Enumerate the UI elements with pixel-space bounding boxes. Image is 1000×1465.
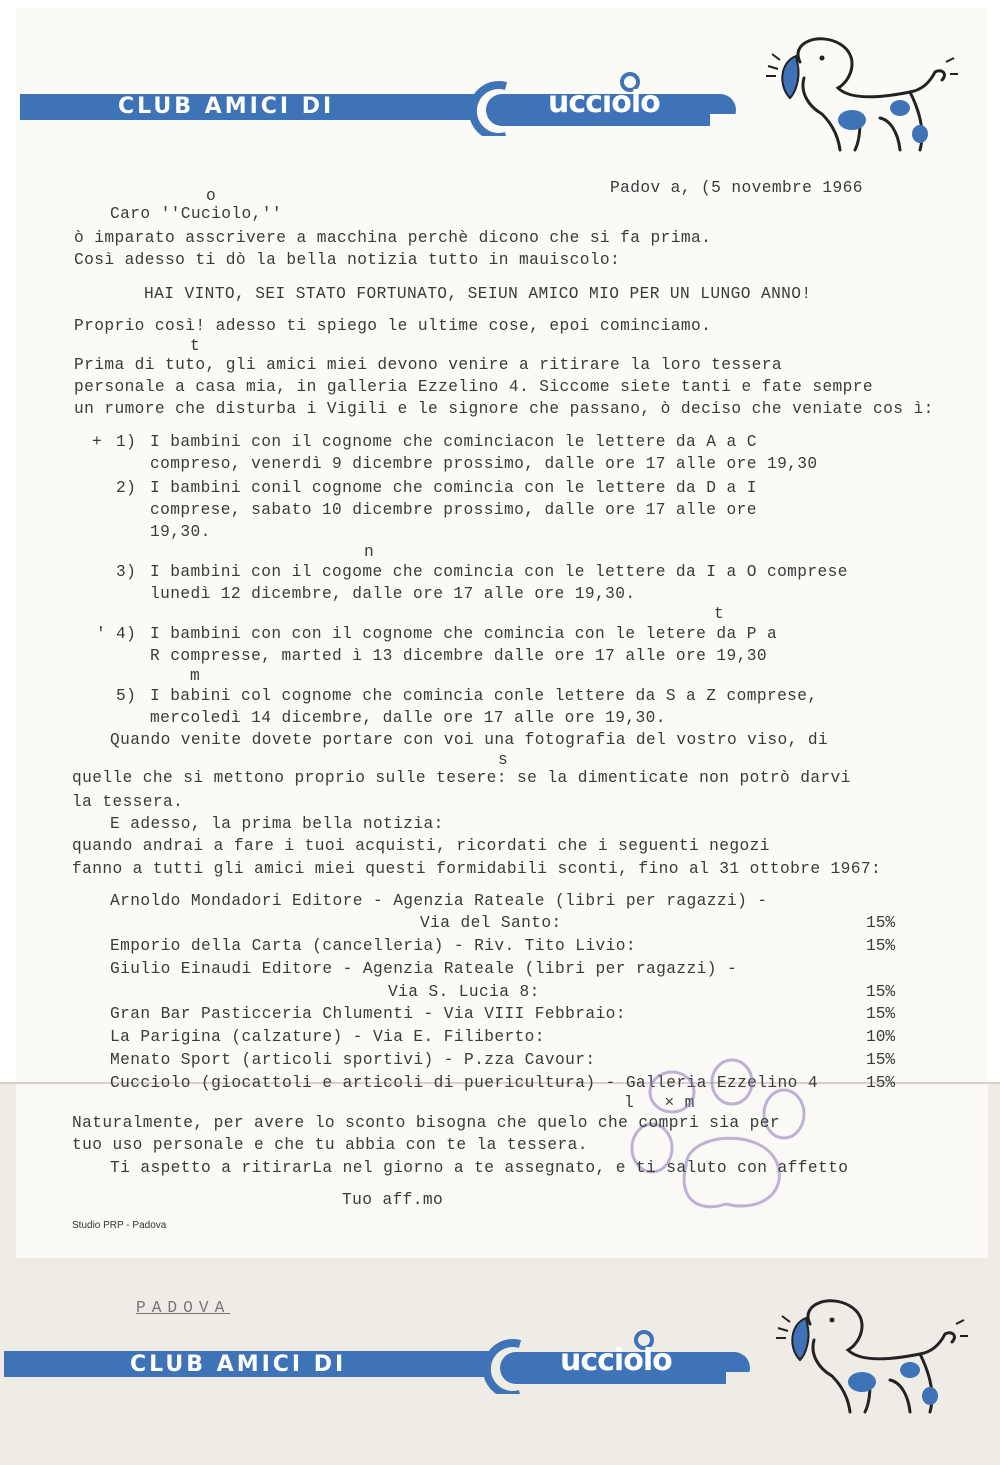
handwritten-correction: o — [206, 187, 217, 205]
shop-discount: 10% — [866, 1028, 896, 1046]
paragraph-line: E adesso, la prima bella notizia: — [110, 815, 444, 833]
paragraph-line: un rumore che disturba i Vigili e le signore che passano, ò deciso che veniate cos ì: — [74, 400, 934, 418]
item-line: R compresse, marted ì 13 dicembre dalle ore 17 alle ore 19,30 — [150, 647, 767, 665]
shop-name: Cucciolo (giocattoli e articoli di puericultura) - Galleria Ezzelino 4 — [110, 1074, 818, 1092]
shop-name: Emporio della Carta (cancelleria) - Riv. Tito Livio: — [110, 937, 636, 955]
item-mark: + — [92, 433, 103, 451]
paw-stamp — [616, 1056, 816, 1226]
item-line: mercoledì 14 dicembre, dalle ore 17 alle ore 19,30. — [150, 709, 666, 727]
paragraph-line: tuo uso personale e che tu abbia con te la tessera. — [72, 1136, 588, 1154]
item-number: 5) — [116, 687, 137, 705]
shop-discount: 15% — [866, 1005, 896, 1023]
paragraph-line: personale a casa mia, in galleria Ezzelino 4. Siccome siete tanti e fate sempre — [74, 378, 874, 396]
shop-name: Arnoldo Mondadori Editore - Agenzia Rateale (libri per ragazzi) - — [110, 892, 768, 910]
shop-name: La Parigina (calzature) - Via E. Filiberto: — [110, 1028, 545, 1046]
correction-mark: m — [190, 667, 201, 685]
headline: HAI VINTO, SEI STATO FORTUNATO, SEIUN AMICO MIO PER UN LUNGO ANNO! — [144, 285, 812, 303]
item-number: 3) — [116, 563, 137, 581]
greeting: Caro ''Cuciolo,'' — [110, 205, 282, 223]
envelope-city: PADOVA — [136, 1299, 231, 1317]
paragraph-line: fanno a tutti gli amici miei questi formidabili sconti, fino al 31 ottobre 1967: — [72, 860, 882, 878]
paragraph-line: Ti aspetto a ritirarLa nel giorno a te assegnato, e ti saluto con affetto — [110, 1159, 849, 1177]
shop-discount: 15% — [866, 914, 896, 932]
item-line: compreso, venerdì 9 dicembre prossimo, dalle ore 17 alle ore 19,30 — [150, 455, 818, 473]
item-number: 4) — [116, 625, 137, 643]
item-mark: ' — [96, 625, 107, 643]
envelope-club-title: CLUB AMICI DI — [130, 1352, 347, 1377]
correction-mark: n — [364, 543, 375, 561]
printer-credit: Studio PRP - Padova — [72, 1220, 167, 1231]
paragraph-line: ò imparato asscrivere a macchina perchè dicono che si fa prima. — [74, 229, 712, 247]
letter-date: Padov a, (5 novembre 1966 — [610, 179, 863, 197]
item-line: comprese, sabato 10 dicembre prossimo, dalle ore 17 alle ore — [150, 501, 757, 519]
envelope-brand-name: ucciolo — [560, 1343, 672, 1378]
paragraph-line: quando andrai a fare i tuoi acquisti, ricordati che i seguenti negozi — [72, 837, 770, 855]
paragraph-line: Proprio così! adesso ti spiego le ultime cose, epoi cominciamo. — [74, 317, 712, 335]
shop-name: Gran Bar Pasticceria Chlumenti - Via VIII Febbraio: — [110, 1005, 626, 1023]
brand-name: ucciolo — [548, 85, 660, 120]
shop-address: Via S. Lucia 8: — [388, 983, 540, 1001]
paragraph-line: Prima di tuto, gli amici miei devono venire a ritirare la loro tessera — [74, 356, 782, 374]
shop-discount: 15% — [866, 983, 896, 1001]
item-line: lunedì 12 dicembre, dalle ore 17 alle ore 19,30. — [150, 585, 636, 603]
correction-mark: t — [714, 605, 725, 623]
puppy-logo — [760, 22, 960, 162]
item-line: 19,30. — [150, 523, 211, 541]
item-number: 1) — [116, 433, 137, 451]
envelope-puppy-logo — [770, 1284, 970, 1424]
shop-discount: 15% — [866, 1051, 896, 1069]
shop-address: Via del Santo: — [420, 914, 562, 932]
item-line: I bambini con il cognome che cominciacon le lettere da A a C — [150, 433, 757, 451]
correction-mark: t — [190, 337, 201, 355]
item-line: I bambini con con il cognome che comincia con le letere da P a — [150, 625, 778, 643]
item-line: I babini col cognome che comincia conle lettere da S a Z comprese, — [150, 687, 818, 705]
paragraph-line: Naturalmente, per avere lo sconto bisogna che quelo che compri sia per — [72, 1114, 780, 1132]
closing: Tuo aff.mo — [342, 1191, 444, 1209]
paragraph-line: la tessera. — [72, 793, 184, 811]
paragraph-line: Così adesso ti dò la bella notizia tutto in mauiscolo: — [74, 251, 621, 269]
shop-discount: 15% — [866, 1074, 896, 1092]
correction-marks: l × m — [624, 1094, 695, 1112]
correction-mark: s — [498, 751, 509, 769]
paragraph-line: Quando venite dovete portare con voi una fotografia del vostro viso, di — [110, 731, 829, 749]
item-line: I bambini con il cogome che comincia con le lettere da I a O comprese — [150, 563, 848, 581]
shop-discount: 15% — [866, 937, 896, 955]
shop-name: Menato Sport (articoli sportivi) - P.zza Cavour: — [110, 1051, 596, 1069]
item-number: 2) — [116, 479, 137, 497]
item-line: I bambini conil cognome che comincia con le lettere da D a I — [150, 479, 757, 497]
shop-name: Giulio Einaudi Editore - Agenzia Rateale (libri per ragazzi) - — [110, 960, 738, 978]
club-title: CLUB AMICI DI — [118, 94, 335, 119]
paragraph-line: quelle che si mettono proprio sulle tesere: se la dimenticate non potrò darvi — [72, 769, 851, 787]
